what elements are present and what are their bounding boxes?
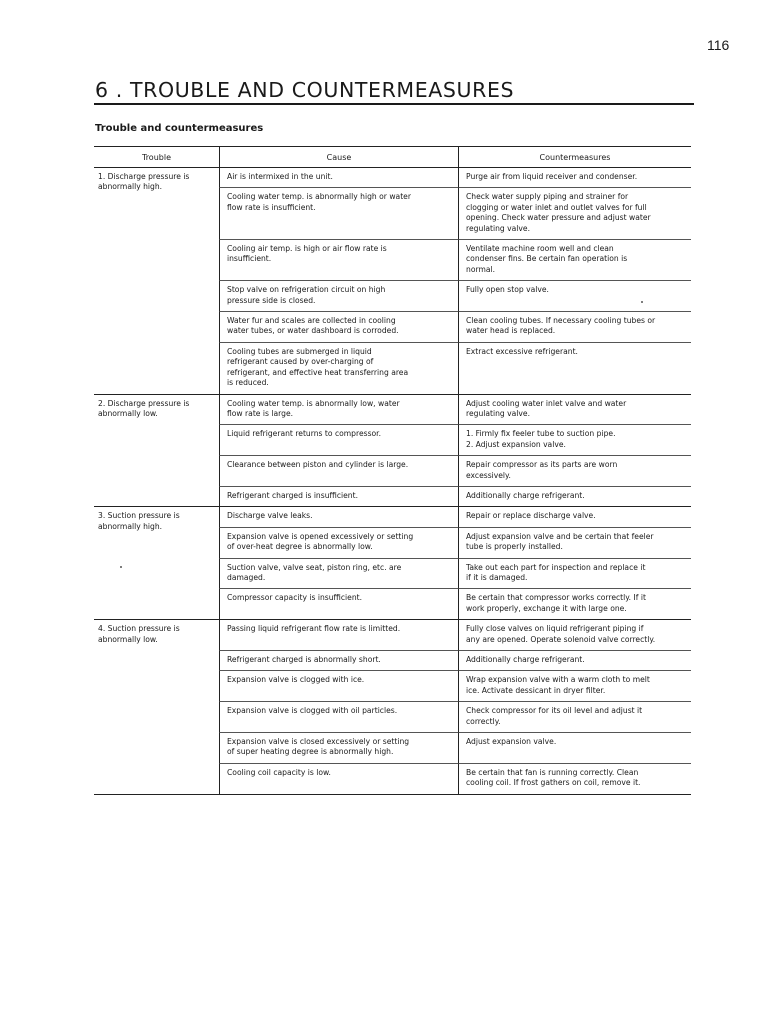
title-underline — [94, 103, 694, 105]
cause-cell: Suction valve, valve seat, piston ring, etc. are damaged. — [219, 559, 458, 590]
cause-cell: Water fur and scales are collected in cooling water tubes, or water dashboard is corroded. — [219, 312, 458, 343]
countermeasure-cell: Take out each part for inspection and replace it if it is damaged. — [458, 559, 691, 590]
countermeasure-cell: Clean cooling tubes. If necessary cooling tubes or water head is replaced. — [458, 312, 691, 343]
cause-cell: Cooling coil capacity is low. — [219, 764, 458, 794]
countermeasure-cell: Additionally charge refrigerant. — [458, 651, 691, 671]
trouble-table — [94, 146, 691, 795]
cause-cell: Cooling tubes are submerged in liquid refrigerant caused by over-charging of refrigerant, and effective heat transferring area is reduced. — [219, 343, 458, 395]
countermeasure-cell: Repair or replace discharge valve. — [458, 507, 691, 527]
cause-cell: Refrigerant charged is abnormally short. — [219, 651, 458, 671]
cause-column-header: Cause — [219, 147, 458, 168]
cause-cell: Cooling air temp. is high or air flow rate is insufficient. — [219, 240, 458, 281]
countermeasure-cell: Repair compressor as its parts are worn excessively. — [458, 456, 691, 487]
countermeasure-cell: Be certain that fan is running correctly. Clean cooling coil. If frost gathers on coil, remove it. — [458, 764, 691, 794]
countermeasures-column-header: Countermeasures — [458, 147, 691, 168]
trouble-cell: 1. Discharge pressure is abnormally high. — [94, 168, 219, 395]
countermeasure-cell: Purge air from liquid receiver and condenser. — [458, 168, 691, 188]
countermeasure-cell: Adjust cooling water inlet valve and water regulating valve. — [458, 395, 691, 426]
cause-cell: Clearance between piston and cylinder is large. — [219, 456, 458, 487]
countermeasure-cell: Fully close valves on liquid refrigerant piping if any are opened. Operate solenoid valve correctly. — [458, 620, 691, 651]
countermeasure-cell: 1. Firmly fix feeler tube to suction pipe. 2. Adjust expansion valve. — [458, 425, 691, 456]
cause-cell: Stop valve on refrigeration circuit on high pressure side is closed. — [219, 281, 458, 312]
countermeasure-cell: Adjust expansion valve. — [458, 733, 691, 764]
trouble-cell: 4. Suction pressure is abnormally low. — [98, 624, 180, 644]
cause-cell: Passing liquid refrigerant flow rate is limitted. — [219, 620, 458, 651]
chapter-title: 6 . TROUBLE AND COUNTERMEASURES — [95, 78, 515, 102]
countermeasure-cell: Be certain that compressor works correctly. If it work properly, exchange it with large one. — [458, 589, 691, 620]
trouble-cell: 3. Suction pressure is abnormally high. — [94, 507, 219, 620]
trouble-column-header: Trouble — [94, 147, 219, 168]
countermeasure-cell: Check water supply piping and strainer for clogging or water inlet and outlet valves for full opening. Check water pressure and adjust water regulating valve. — [458, 188, 691, 240]
scan-speck — [641, 301, 643, 303]
cause-cell: Air is intermixed in the unit. — [219, 168, 458, 188]
page-number: 116 — [707, 37, 730, 53]
countermeasure-cell: Wrap expansion valve with a warm cloth to melt ice. Activate dessicant in dryer filter. — [458, 671, 691, 702]
cause-cell: Expansion valve is closed excessively or setting of super heating degree is abnormally high. — [219, 733, 458, 764]
countermeasure-cell: Ventilate machine room well and clean condenser fins. Be certain fan operation is normal. — [458, 240, 691, 281]
cause-cell: Expansion valve is clogged with oil particles. — [219, 702, 458, 733]
countermeasure-cell: Extract excessive refrigerant. — [458, 343, 691, 395]
cause-cell: Liquid refrigerant returns to compressor. — [219, 425, 458, 456]
cause-cell: Expansion valve is clogged with ice. — [219, 671, 458, 702]
countermeasure-cell: Additionally charge refrigerant. — [458, 487, 691, 507]
cause-cell: Refrigerant charged is insufficient. — [219, 487, 458, 507]
cause-cell: Cooling water temp. is abnormally high or water flow rate is insufficient. — [219, 188, 458, 240]
cause-cell: Cooling water temp. is abnormally low, water flow rate is large. — [219, 395, 458, 426]
trouble-cell: 2. Discharge pressure is abnormally low. — [94, 395, 219, 508]
cause-cell: Compressor capacity is insufficient. — [219, 589, 458, 620]
countermeasure-cell: Fully open stop valve. — [458, 281, 691, 312]
countermeasure-cell: Adjust expansion valve and be certain that feeler tube is properly installed. — [458, 528, 691, 559]
countermeasure-cell: Check compressor for its oil level and adjust it correctly. — [458, 702, 691, 733]
section-title: Trouble and countermeasures — [95, 123, 264, 134]
scan-speck — [120, 566, 122, 568]
cause-cell: Discharge valve leaks. — [219, 507, 458, 527]
cause-cell: Expansion valve is opened excessively or setting of over-heat degree is abnormally low. — [219, 528, 458, 559]
